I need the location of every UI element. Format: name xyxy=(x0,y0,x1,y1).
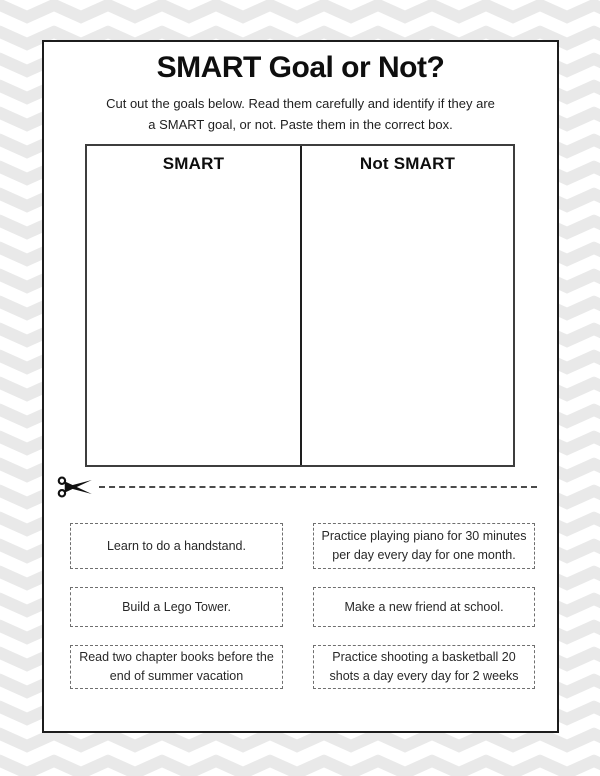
worksheet-page xyxy=(42,40,559,733)
instructions-line-1: Cut out the goals below. Read them carefully and identify if they are xyxy=(106,96,495,111)
goal-card-text: Practice playing piano for 30 minutes per day every day for one month. xyxy=(321,529,527,562)
worksheet-title: SMART Goal or Not? xyxy=(156,51,445,84)
goal-card-text: Make a new friend at school. xyxy=(344,599,504,614)
worksheet-instructions xyxy=(44,93,557,135)
scissors-icon xyxy=(56,473,94,501)
goal-card xyxy=(70,587,283,627)
goal-card-text: Learn to do a handstand. xyxy=(106,538,246,553)
cut-dashed-line xyxy=(99,486,537,488)
goal-card-text: Read two chapter books before the end of summer vacation xyxy=(79,650,274,683)
not-smart-column-header: Not SMART xyxy=(359,154,456,173)
smart-column xyxy=(87,146,300,465)
goal-card xyxy=(313,587,535,627)
goal-card xyxy=(70,523,283,569)
smart-column-header: SMART xyxy=(162,154,225,173)
cut-line xyxy=(56,472,537,502)
not-smart-column xyxy=(300,146,513,465)
goal-card-text: Build a Lego Tower. xyxy=(122,599,231,614)
goal-card xyxy=(313,523,535,569)
goal-card xyxy=(70,645,283,689)
goal-cards xyxy=(70,523,535,689)
goal-card-text: Practice shooting a basketball 20 shots a day every day for 2 weeks xyxy=(329,650,519,683)
sorting-table xyxy=(85,144,515,467)
instructions-line-2: a SMART goal, or not. Paste them in the correct box. xyxy=(148,117,453,132)
goal-card xyxy=(313,645,535,689)
